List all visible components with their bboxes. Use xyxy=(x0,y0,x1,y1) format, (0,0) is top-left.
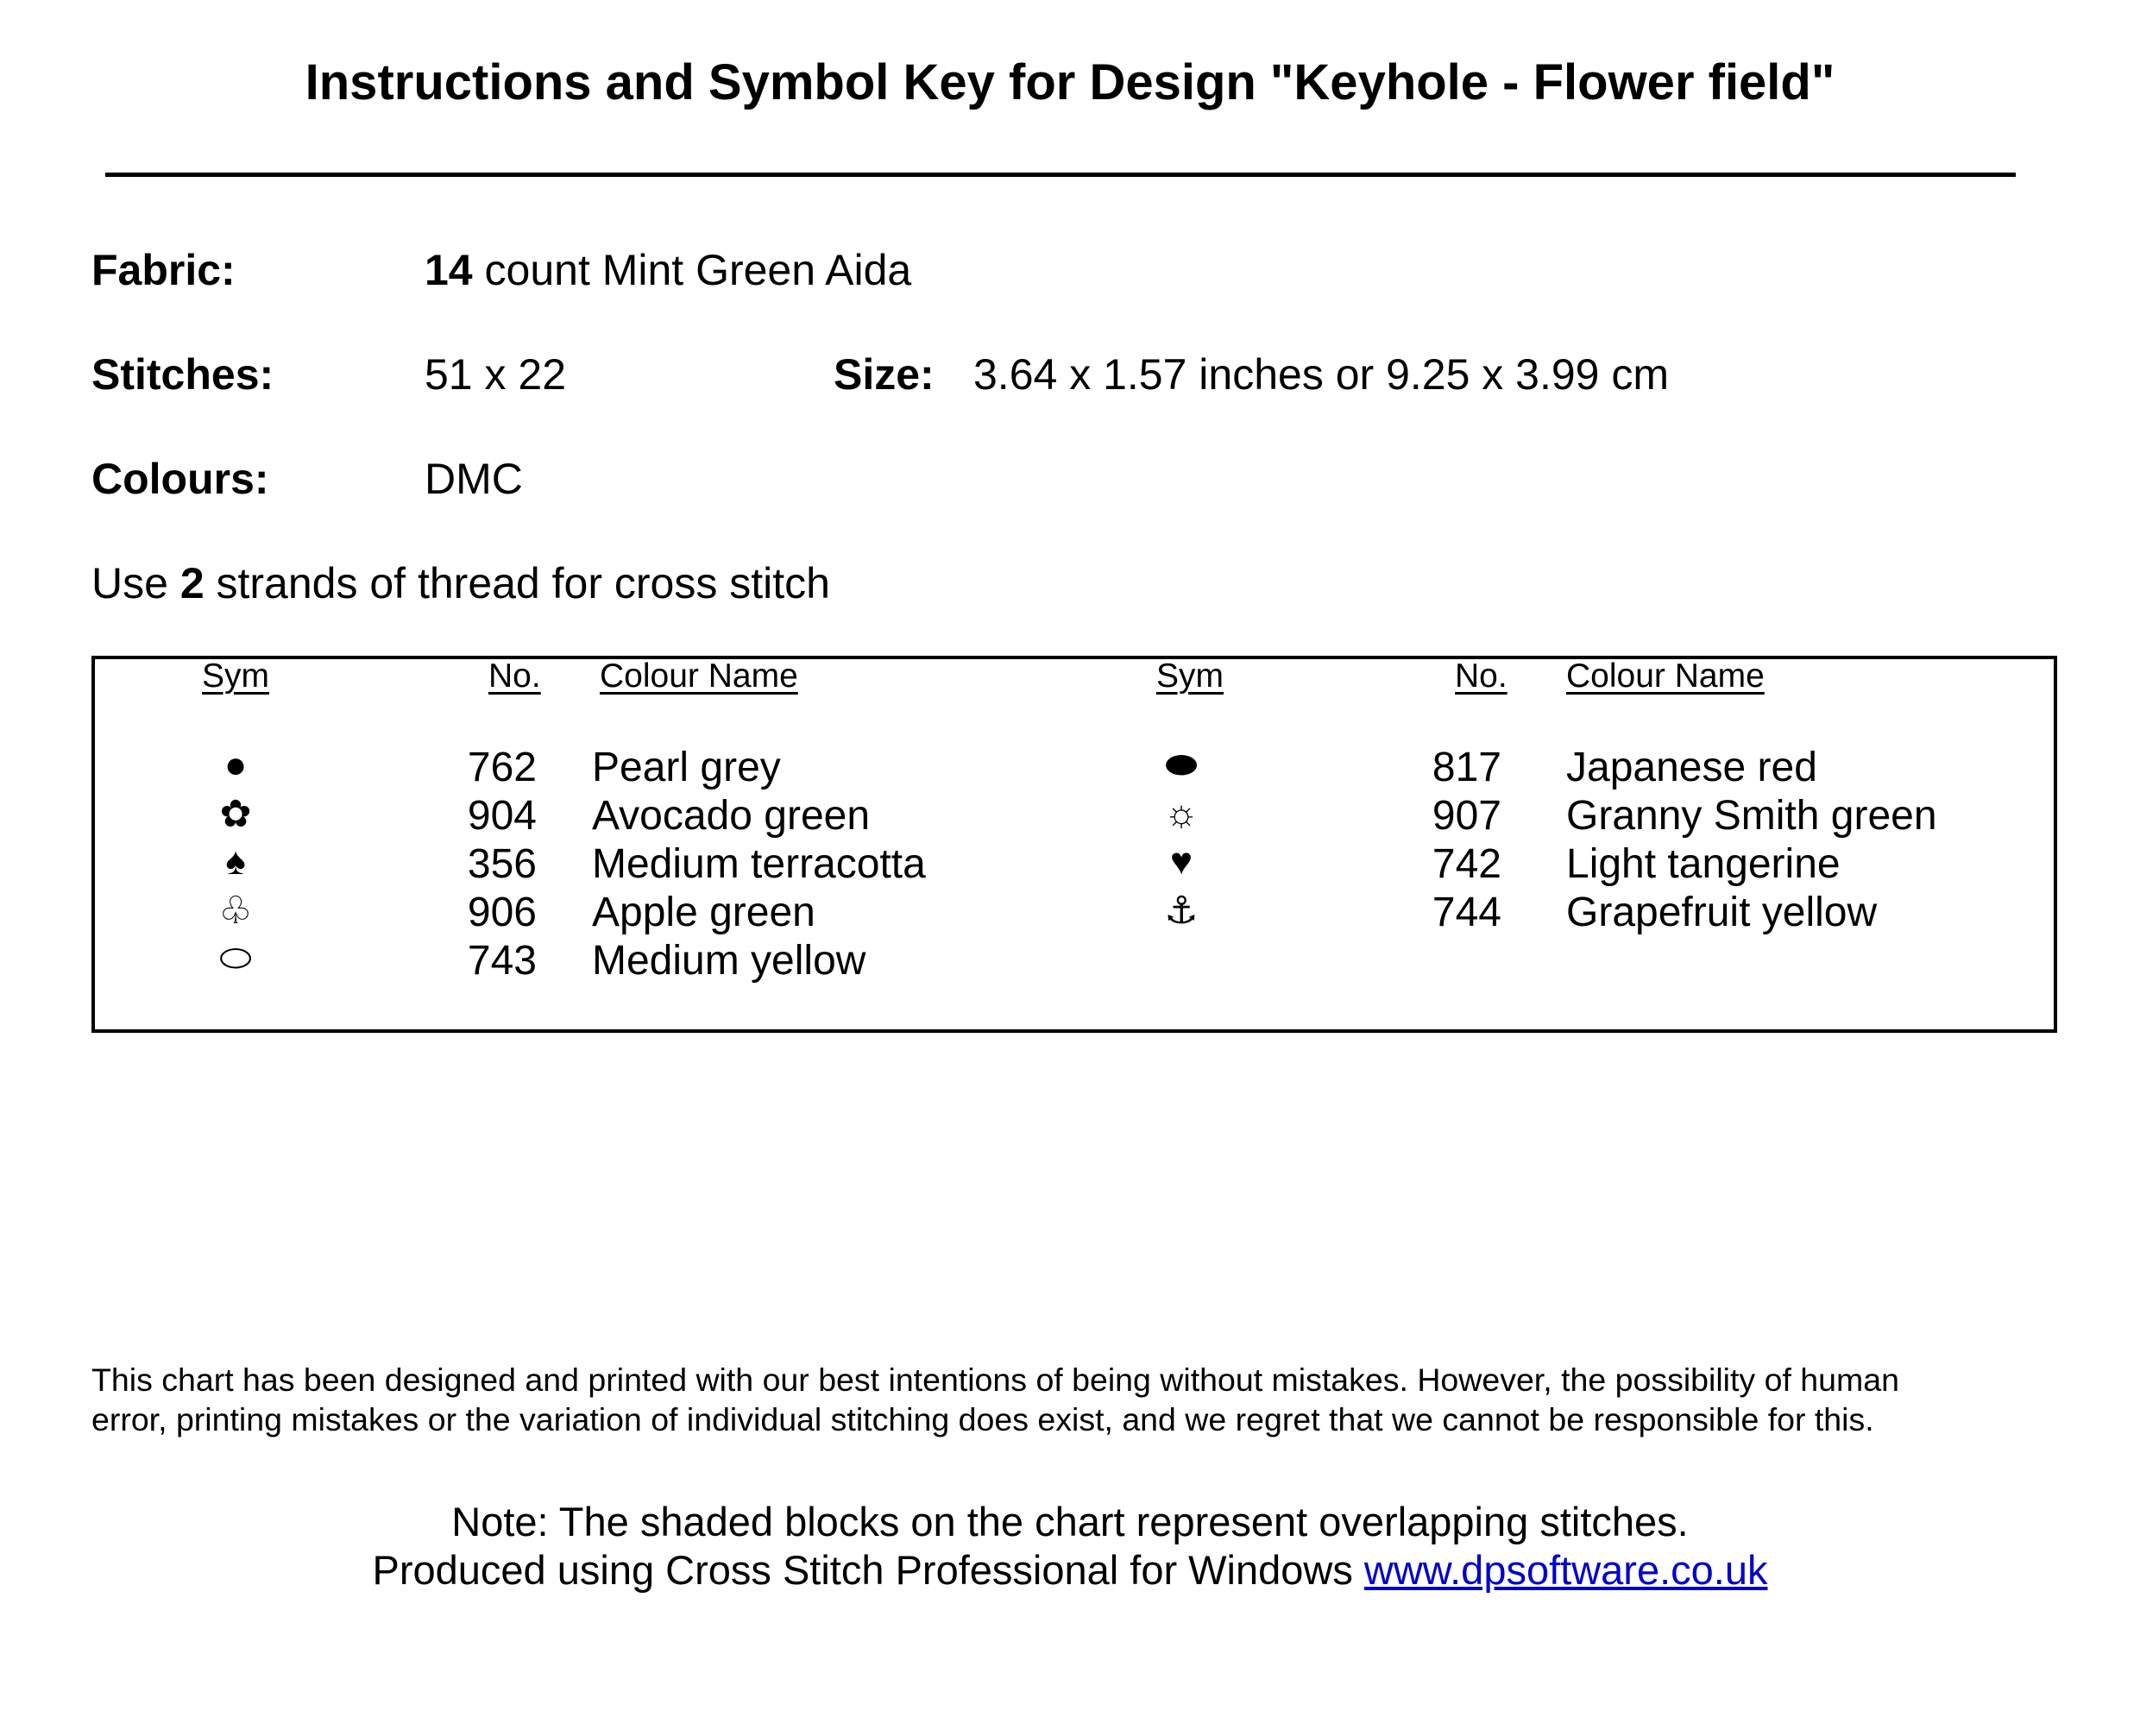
stitches-label: Stitches: xyxy=(91,350,274,399)
heart-icon: ♥ xyxy=(1169,840,1193,883)
header-colour-name-right: Colour Name xyxy=(1566,657,1765,695)
colours-value: DMC xyxy=(425,455,523,503)
colours-label: Colours: xyxy=(91,455,269,503)
colour-name: Pearl grey xyxy=(592,745,781,790)
stitches-value: 51 x 22 xyxy=(425,350,567,399)
fabric-value xyxy=(425,245,911,295)
colour-name: Granny Smith green xyxy=(1566,793,1937,839)
fabric-count: 14 xyxy=(425,246,473,294)
fabric-label: Fabric: xyxy=(91,246,236,294)
header-sym-left: Sym xyxy=(202,657,269,695)
header-colour-name-left: Colour Name xyxy=(600,657,798,695)
disclaimer-line-2: error, printing mistakes or the variation of individual stitching does exist, and we regret that we cannot be responsible for this. xyxy=(91,1401,1874,1437)
colour-name: Grapefruit yellow xyxy=(1566,890,1878,935)
spade-icon: ♠ xyxy=(225,840,246,883)
produced-by-line xyxy=(0,1546,2140,1594)
anchor-icon: ⚓ xyxy=(1164,890,1199,932)
colour-name: Japanese red xyxy=(1566,745,1817,790)
produced-by-text: Produced using Cross Stitch Professional for Windows xyxy=(372,1547,1364,1593)
page-title: Instructions and Symbol Key for Design "Keyhole - Flower field" xyxy=(305,54,1835,110)
colour-name: Medium yellow xyxy=(592,938,866,984)
colour-name: Avocado green xyxy=(592,793,871,839)
fabric-description: count Mint Green Aida xyxy=(472,246,912,294)
thread-number: 904 xyxy=(467,793,537,839)
strands-prefix: Use xyxy=(91,559,180,607)
strands-suffix: strands of thread for cross stitch xyxy=(204,559,830,607)
thread-number: 743 xyxy=(467,938,537,984)
thread-number: 356 xyxy=(467,841,537,887)
size-label: Size: xyxy=(834,350,935,399)
strands-count: 2 xyxy=(179,559,205,607)
filled-circle-icon: ● xyxy=(223,744,248,786)
size-value: 3.64 x 1.57 inches or 9.25 x 3.99 cm xyxy=(973,350,1670,399)
title-divider xyxy=(105,173,2016,177)
sun-outline-icon: ☼ xyxy=(1163,792,1199,834)
clover-outline-icon: ♧ xyxy=(218,890,253,932)
thread-number: 907 xyxy=(1432,793,1501,839)
thread-number: 744 xyxy=(1432,890,1501,935)
thread-number: 817 xyxy=(1432,745,1501,790)
header-sym-right: Sym xyxy=(1156,657,1224,695)
pill-outline-icon: ⬭ xyxy=(219,937,252,979)
disclaimer-line-1: This chart has been designed and printed with our best intentions of being without mistakes. However, the possibility of human xyxy=(91,1362,1899,1398)
header-no-right: No. xyxy=(1455,657,1507,695)
thread-number: 906 xyxy=(467,890,537,935)
note-line: Note: The shaded blocks on the chart represent overlapping stitches. xyxy=(451,1499,1689,1544)
strands-instruction xyxy=(91,558,830,608)
filled-pill-icon: ⬬ xyxy=(1165,744,1198,786)
flower-icon: ✿ xyxy=(219,793,252,835)
colour-name: Apple green xyxy=(592,890,815,935)
header-no-left: No. xyxy=(488,657,541,695)
colour-name: Light tangerine xyxy=(1566,841,1841,887)
colour-name: Medium terracotta xyxy=(592,841,926,887)
thread-number: 762 xyxy=(467,745,537,790)
website-link[interactable]: www.dpsoftware.co.uk xyxy=(1363,1547,1768,1593)
thread-number: 742 xyxy=(1432,841,1501,887)
